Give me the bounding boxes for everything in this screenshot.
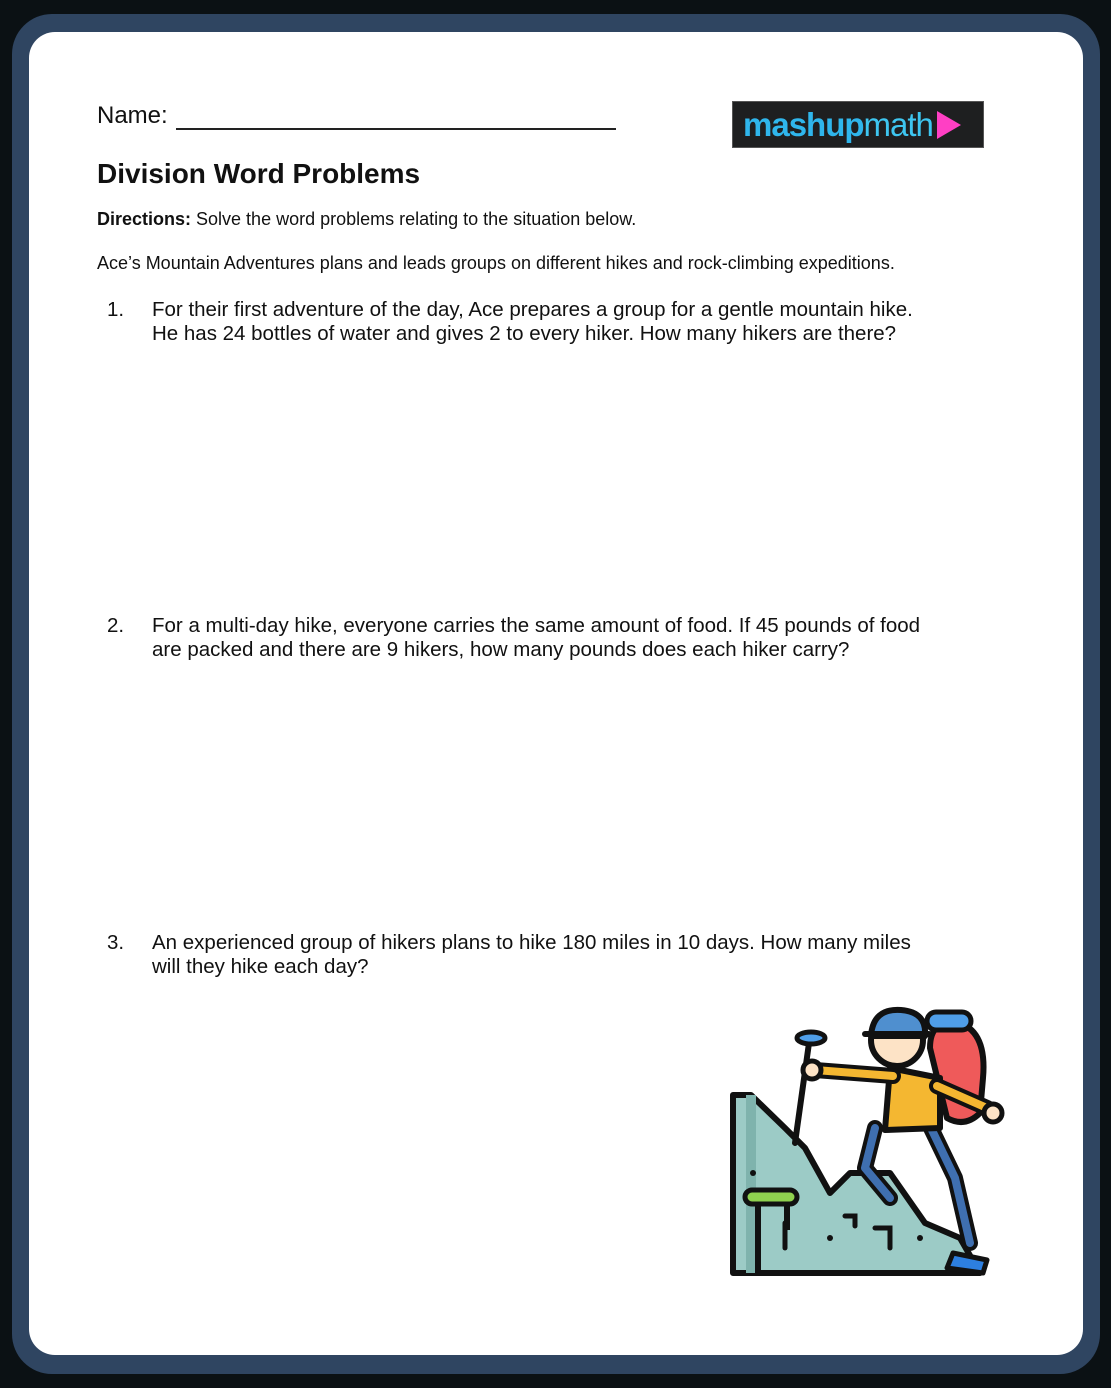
problem-line-1: For their first adventure of the day, Ace prepares a group for a gentle mountain hike. (152, 298, 913, 321)
problem-text (152, 298, 952, 346)
problem-line-2: will they hike each day? (152, 955, 369, 978)
name-blank-line[interactable] (176, 102, 616, 130)
mashupmath-logo (732, 101, 984, 148)
problem-3 (107, 931, 952, 979)
problem-number: 1. (107, 298, 125, 321)
problem-number: 3. (107, 931, 125, 954)
directions-label: Directions: (97, 209, 192, 229)
name-label: Name: (97, 102, 168, 129)
name-field-row (97, 102, 616, 130)
worksheet-title: Division Word Problems (97, 158, 421, 189)
logo-text-math: math (863, 105, 933, 143)
problem-line-1: For a multi-day hike, everyone carries the same amount of food. If 45 pounds of food (152, 614, 921, 637)
problem-2 (107, 614, 952, 662)
problem-line-1: An experienced group of hikers plans to hike 180 miles in 10 days. How many miles (152, 931, 911, 954)
hiker-climbing-mountain-icon (725, 998, 1015, 1283)
problem-1 (107, 298, 952, 346)
problem-number: 2. (107, 614, 125, 637)
play-triangle-icon (937, 111, 961, 139)
problem-line-2: are packed and there are 9 hikers, how many pounds does each hiker carry? (152, 638, 850, 661)
logo-text-up: up (825, 105, 864, 143)
problem-line-2: He has 24 bottles of water and gives 2 to every hiker. How many hikers are there? (152, 322, 897, 345)
worksheet-page (29, 32, 1083, 1355)
logo-text-mash: mash (743, 105, 826, 143)
intro-text: Ace’s Mountain Adventures plans and leads groups on different hikes and rock-climbing expeditions. (97, 253, 895, 273)
directions-text: Solve the word problems relating to the situation below. (191, 209, 637, 229)
problem-text (152, 931, 952, 979)
problem-text (152, 614, 952, 662)
directions (97, 209, 636, 230)
